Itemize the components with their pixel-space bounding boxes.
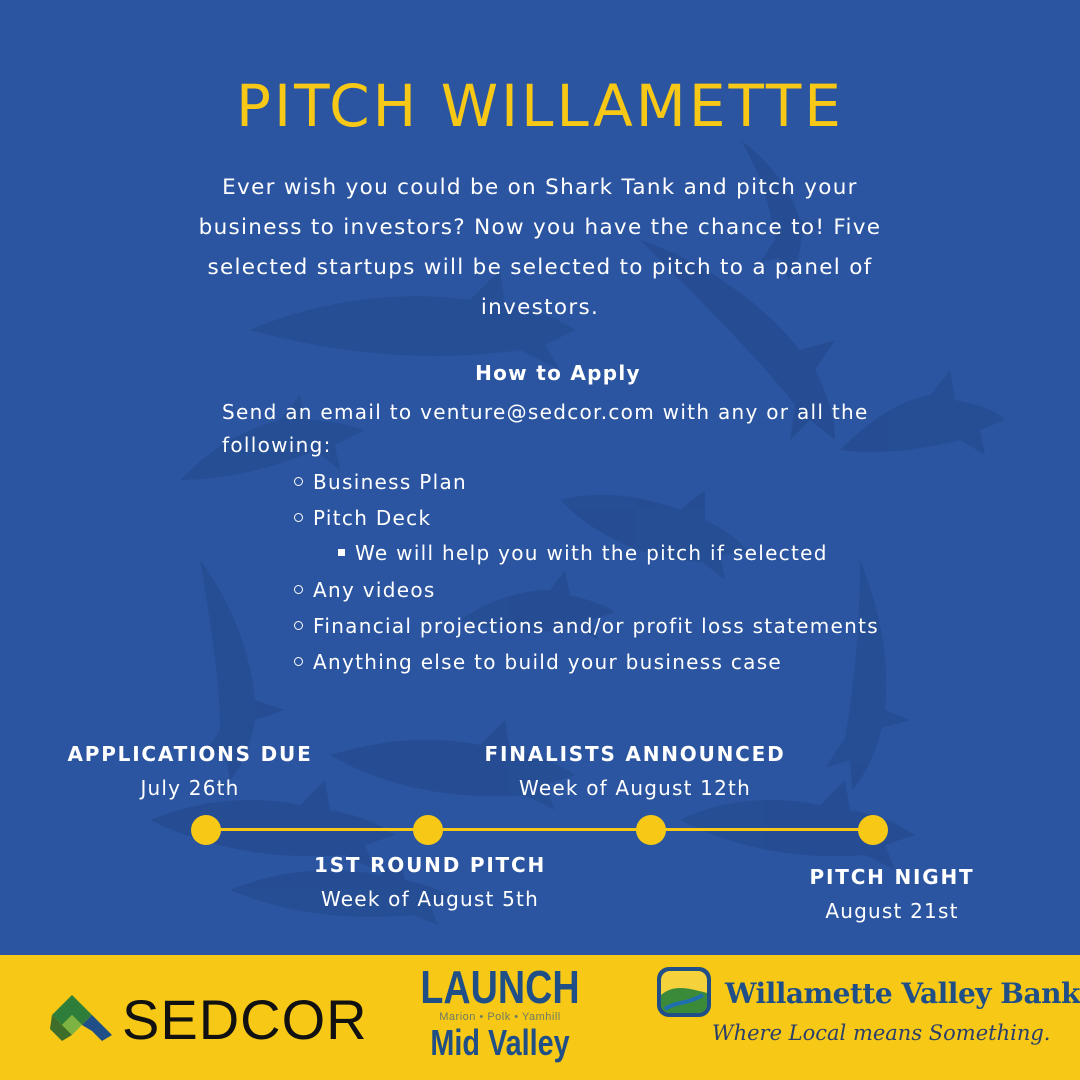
list-item-label: Anything else to build your business case [313,650,783,674]
circle-bullet-icon [294,585,303,594]
launch-mid-valley-logo [400,963,600,1063]
timeline-date: Week of August 5th [321,887,539,911]
page-title: PITCH WILLAMETTE [236,72,844,140]
timeline-heading: 1ST ROUND PITCH [313,853,547,877]
timeline-date: August 21st [825,899,959,923]
square-bullet-icon [338,549,345,556]
timeline-connector [220,828,416,831]
timeline-heading: FINALISTS ANNOUNCED [484,742,786,766]
how-to-apply-text: Send an email to venture@sedcor.com with any or all the following: [222,400,869,457]
timeline-dot [191,815,221,845]
launch-logo-bottom: Mid Valley [430,1022,570,1063]
timeline-finalists-announced [480,742,790,800]
timeline-pitch-night [792,865,992,923]
list-item [294,650,782,674]
timeline-heading: PITCH NIGHT [809,865,975,889]
list-item-label: Business Plan [313,470,467,494]
circle-bullet-icon [294,621,303,630]
timeline-connector [442,828,638,831]
circle-bullet-icon [294,513,303,522]
timeline-heading: APPLICATIONS DUE [67,742,313,766]
list-item [294,614,879,638]
bank-tagline: Where Local means Something. [712,1021,1051,1045]
sedcor-logo-icon [50,993,116,1043]
timeline-date: July 26th [140,776,240,800]
list-item [338,541,828,565]
timeline-track [0,812,1080,848]
list-item-label: Any videos [313,578,436,602]
launch-logo-counties: Marion • Polk • Yamhill [439,1011,561,1023]
circle-bullet-icon [294,477,303,486]
willamette-valley-bank-logo-icon [655,965,713,1019]
list-item [294,578,436,602]
timeline-applications-due [60,742,320,800]
how-to-apply-heading: How to Apply [475,361,641,385]
circle-bullet-icon [294,657,303,666]
timeline-dot [858,815,888,845]
list-item-label: Pitch Deck [313,506,432,530]
launch-logo-top: LAUNCH [420,961,580,1013]
list-item-label: We will help you with the pitch if selected [355,541,828,565]
list-item [294,506,431,530]
intro-paragraph: Ever wish you could be on Shark Tank and pitch your business to investors? Now you have the chance to! Five selected startups will be selected to pitch to a panel of investors. [198,175,882,320]
timeline-dot [636,815,666,845]
bank-name: Willamette Valley Bank [725,977,1080,1010]
list-item [294,470,467,494]
timeline-date: Week of August 12th [519,776,751,800]
timeline-first-round-pitch [290,853,570,911]
sponsor-footer [0,955,1080,1080]
sedcor-logo-text: SEDCOR [122,988,368,1051]
timeline-connector [664,828,860,831]
timeline-dot [413,815,443,845]
list-item-label: Financial projections and/or profit loss statements [313,614,879,638]
